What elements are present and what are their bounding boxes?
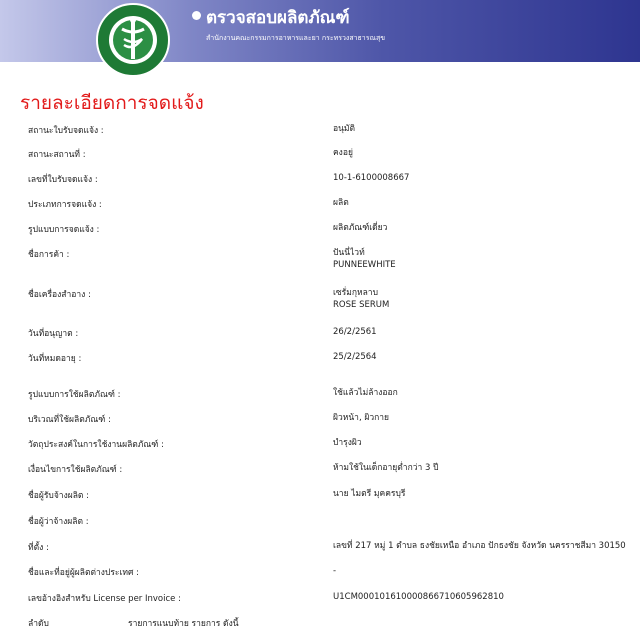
- page-title: รายละเอียดการจดแจ้ง: [20, 92, 204, 114]
- detail-value: ห้ามใช้ในเด็กอายุต่ำกว่า 3 ปี: [333, 463, 439, 473]
- detail-value: ผิวหน้า, ผิวกาย: [333, 413, 389, 423]
- detail-label: วันที่หมดอายุ :: [28, 354, 82, 364]
- detail-row: [0, 514, 640, 530]
- detail-row: [0, 437, 640, 453]
- detail-value: ผลิตภัณฑ์เดี่ยว: [333, 223, 388, 233]
- detail-label: รูปแบบการจดแจ้ง :: [28, 225, 100, 235]
- detail-value: 25/2/2564: [333, 352, 377, 362]
- detail-value: -: [333, 566, 337, 576]
- detail-value: นาย ไมตรี มุคครบุรี: [333, 489, 406, 499]
- detail-value: เซรั่มกุหลาบ ROSE SERUM: [333, 288, 390, 310]
- detail-row: [0, 591, 640, 607]
- caduceus-icon: [98, 5, 168, 75]
- detail-label: เงื่อนไขการใช้ผลิตภัณฑ์ :: [28, 465, 123, 475]
- detail-value: บำรุงผิว: [333, 438, 362, 448]
- header-banner: [0, 0, 640, 62]
- detail-value: 10-1-6100008667: [333, 173, 410, 183]
- detail-value: เลขที่ 217 หมู่ 1 ตำบล ธงชัยเหนือ อำเภอ ปักธงชัย จังหวัด นครราชสีมา 30150: [333, 541, 626, 551]
- detail-row: [0, 488, 640, 504]
- detail-label: บริเวณที่ใช้ผลิตภัณฑ์ :: [28, 415, 111, 425]
- detail-row: [0, 462, 640, 478]
- header-subtitle: สำนักงานคณะกรรมการอาหารและยา กระทรวงสาธารณสุข: [206, 34, 386, 42]
- detail-label: ชื่อและที่อยู่ผู้ผลิตต่างประเทศ :: [28, 568, 139, 578]
- detail-row: [0, 172, 640, 188]
- attachment-row: [0, 616, 640, 632]
- detail-row: [0, 147, 640, 163]
- detail-label: สถานะใบรับจดแจ้ง :: [28, 126, 104, 136]
- detail-label: วันที่อนุญาต :: [28, 329, 79, 339]
- detail-row: [0, 540, 640, 556]
- detail-row: [0, 287, 640, 310]
- attachment-note: รายการแนบท้าย รายการ ดังนี้: [128, 619, 239, 629]
- detail-value: ใช้แล้วไม่ล้างออก: [333, 388, 398, 398]
- bullet-icon: [192, 11, 201, 20]
- fda-logo: [96, 3, 170, 77]
- detail-label: ที่ตั้ง :: [28, 543, 49, 553]
- detail-label: ประเภทการจดแจ้ง :: [28, 200, 102, 210]
- detail-label: สถานะสถานที่ :: [28, 150, 86, 160]
- attachment-label: ลำดับ: [28, 619, 49, 629]
- detail-label: ชื่อผู้ว่าจ้างผลิต :: [28, 517, 89, 527]
- detail-label: วัตถุประสงค์ในการใช้งานผลิตภัณฑ์ :: [28, 440, 164, 450]
- detail-row: [0, 565, 640, 581]
- detail-row: [0, 387, 640, 403]
- detail-value: อนุมัติ: [333, 124, 356, 134]
- detail-row: [0, 326, 640, 342]
- detail-row: [0, 222, 640, 238]
- detail-row: [0, 351, 640, 367]
- detail-row: [0, 247, 640, 270]
- detail-label: เลขที่ใบรับจดแจ้ง :: [28, 175, 98, 185]
- header-title: ตรวจสอบผลิตภัณฑ์: [206, 8, 350, 28]
- detail-value: ปันนี่ไวท์ PUNNEEWHITE: [333, 248, 396, 270]
- detail-value: คงอยู่: [333, 148, 353, 158]
- detail-label: ชื่อผู้รับจ้างผลิต :: [28, 491, 89, 501]
- detail-row: [0, 123, 640, 139]
- detail-value: ผลิต: [333, 198, 349, 208]
- detail-label: รูปแบบการใช้ผลิตภัณฑ์ :: [28, 390, 121, 400]
- detail-value: 26/2/2561: [333, 327, 377, 337]
- detail-value: U1CM000101610000866710605962810: [333, 592, 504, 602]
- detail-label: ชื่อเครื่องสำอาง :: [28, 290, 91, 300]
- detail-row: [0, 197, 640, 213]
- detail-row: [0, 412, 640, 428]
- detail-label: เลขอ้างอิงสำหรับ License per Invoice :: [28, 594, 181, 604]
- detail-label: ชื่อการค้า :: [28, 250, 70, 260]
